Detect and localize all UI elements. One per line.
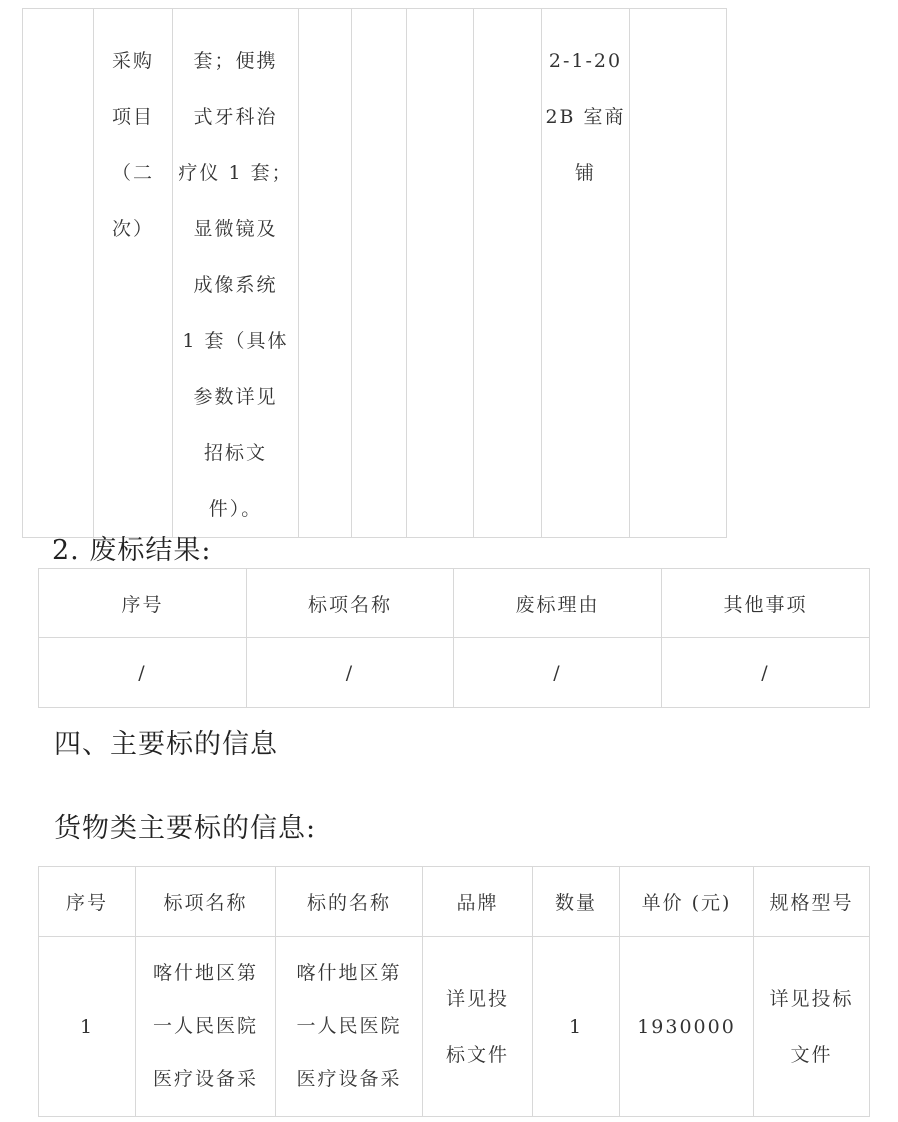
text-line: 文件 [790, 1043, 833, 1066]
text-line: 铺 [574, 162, 596, 184]
goods-subject-table [38, 866, 870, 1117]
cell-content [173, 9, 299, 538]
cell-other: / [662, 638, 870, 708]
text-line: 疗仪 1 套； [178, 162, 293, 184]
text-line: 显微镜及 [193, 218, 278, 240]
text-line: 件）。 [208, 498, 263, 520]
text-line: 1 套（具体 [182, 330, 289, 352]
section-title-main-subject: 四、主要标的信息 [54, 729, 278, 760]
header-other: 其他事项 [662, 569, 870, 638]
text-line: 一人民医院 [152, 1015, 258, 1037]
text-line: 标文件 [445, 1043, 509, 1066]
cell-empty-3 [352, 9, 407, 538]
cell-purchase-project [94, 9, 173, 538]
header-seq: 序号 [39, 867, 136, 937]
header-brand: 品牌 [423, 867, 533, 937]
text-line: 详见投 [445, 987, 509, 1010]
header-item-name: 标项名称 [136, 867, 276, 937]
text-line: 一人民医院 [296, 1015, 402, 1037]
text-line: （二 [111, 162, 154, 184]
cell-price: 1930000 [620, 937, 754, 1117]
bid-result-table-continuation [22, 8, 886, 538]
section-title-failed-bids: 2. 废标结果: [52, 535, 212, 566]
text-line: 次） [111, 218, 154, 240]
text-line: 喀什地区第 [152, 962, 258, 984]
cell-qty: 1 [533, 937, 620, 1117]
cell-seq: 1 [39, 937, 136, 1117]
text-line: 式牙科治 [193, 106, 278, 128]
text-line: 套；便携 [193, 50, 278, 72]
header-reason: 废标理由 [454, 569, 662, 638]
text-line: 2-1-20 [548, 50, 623, 72]
text-line: 医疗设备采 [152, 1068, 258, 1090]
header-qty: 数量 [533, 867, 620, 937]
header-subject-name: 标的名称 [276, 867, 423, 937]
cell-item-name: / [247, 638, 454, 708]
cell-empty-6 [630, 9, 727, 538]
cell-empty-1 [23, 9, 94, 538]
header-seq: 序号 [39, 569, 247, 638]
cell-empty-5 [474, 9, 542, 538]
text-line: 成像系统 [193, 274, 278, 296]
cell-seq: / [39, 638, 247, 708]
text-line: 采购 [111, 50, 154, 72]
cell-empty-2 [299, 9, 352, 538]
header-spec: 规格型号 [754, 867, 870, 937]
goods-subject-title: 货物类主要标的信息: [54, 813, 317, 844]
text-line: 详见投标 [769, 987, 854, 1010]
header-item-name: 标项名称 [247, 569, 454, 638]
cell-brand [423, 937, 533, 1117]
cell-subject-name [276, 937, 423, 1117]
text-line: 项目 [111, 106, 154, 128]
cell-reason: / [454, 638, 662, 708]
text-line: 喀什地区第 [296, 962, 402, 984]
header-price: 单价 (元) [620, 867, 754, 937]
text-line: 招标文 [203, 442, 267, 464]
text-line: 2B 室商 [545, 106, 626, 128]
text-line: 医疗设备采 [296, 1068, 402, 1090]
cell-item-name [136, 937, 276, 1117]
failed-bid-table [38, 568, 870, 708]
cell-address [542, 9, 630, 538]
text-line: 参数详见 [193, 386, 278, 408]
cell-spec [754, 937, 870, 1117]
cell-empty-4 [407, 9, 474, 538]
